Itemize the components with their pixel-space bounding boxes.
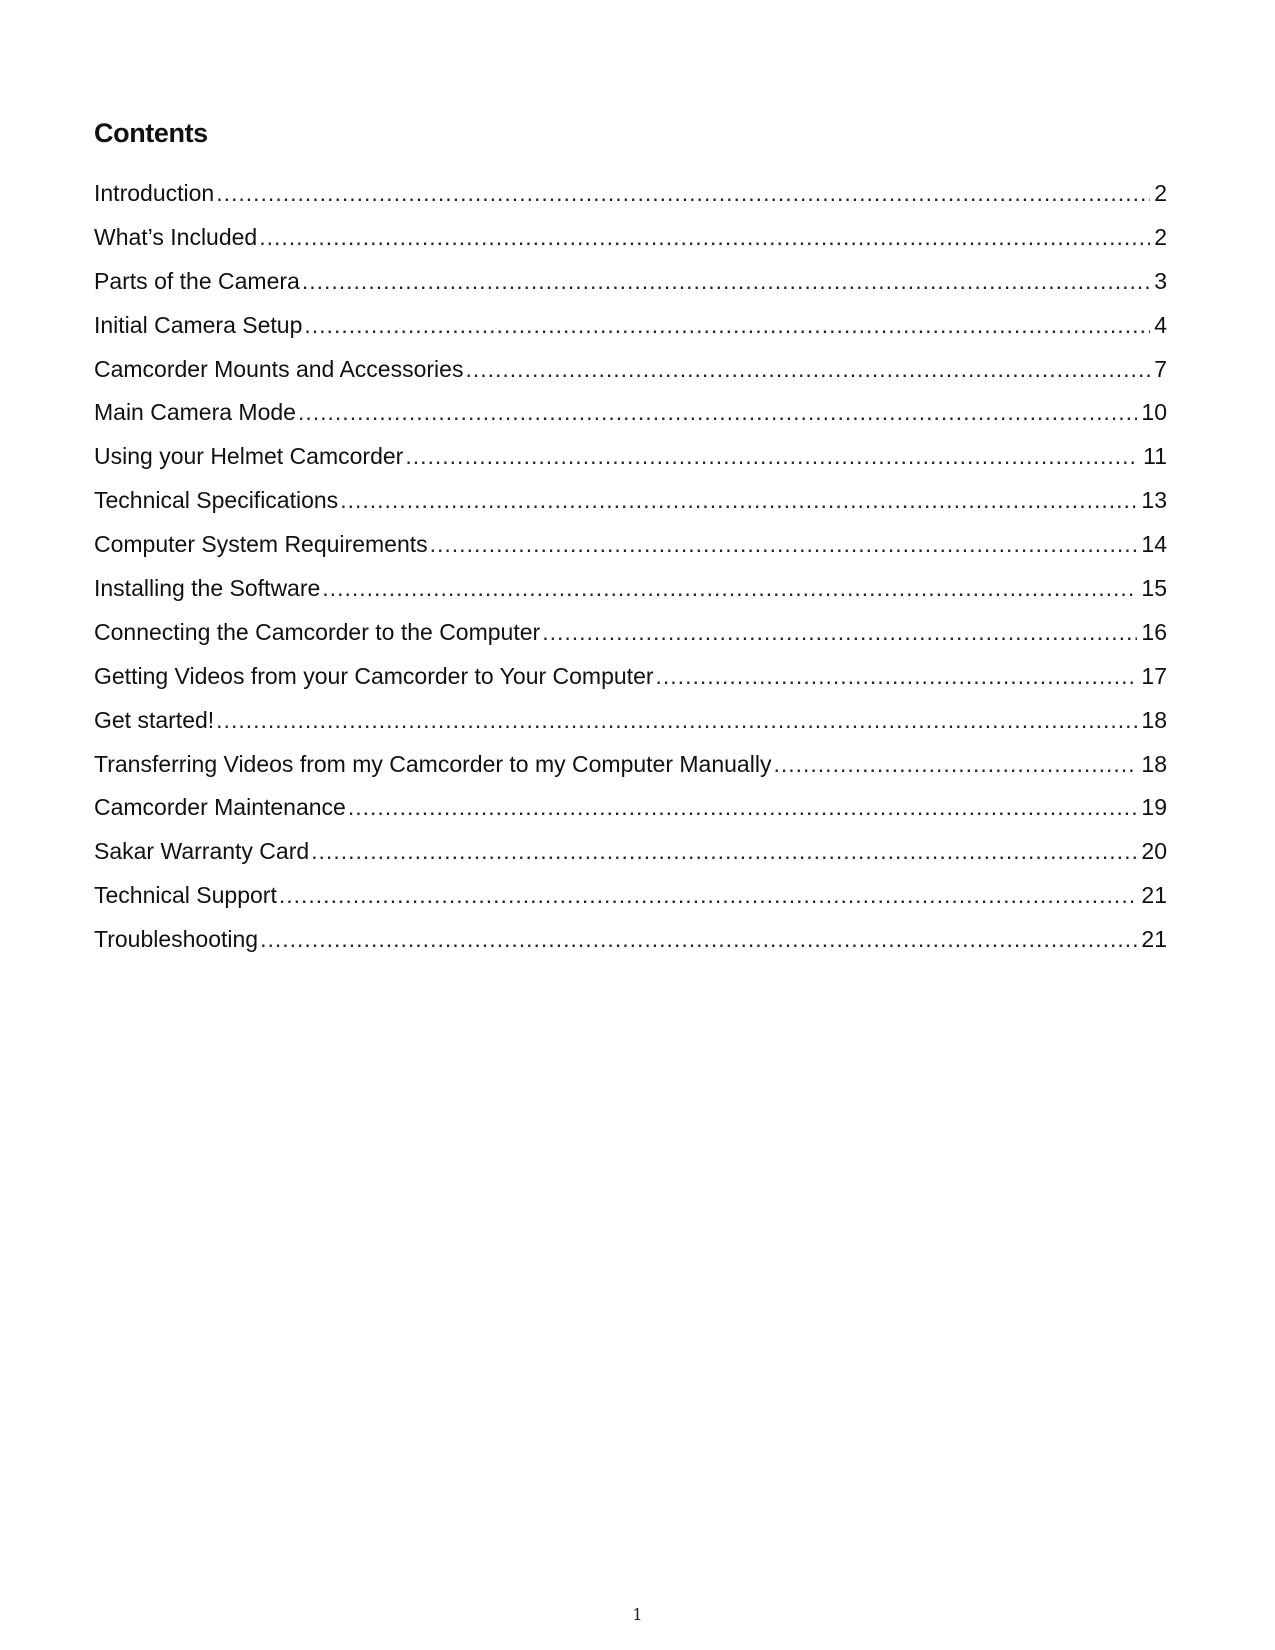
toc-entry-title: Getting Videos from your Camcorder to Your Computer (94, 662, 654, 689)
toc-entry-page: 2 (1154, 223, 1167, 250)
toc-entry-page: 19 (1141, 794, 1167, 821)
toc-entry-page: 18 (1141, 706, 1167, 733)
toc-entry-title: Technical Support (94, 882, 277, 909)
toc-dot-leader (430, 529, 1138, 559)
toc-dot-leader (279, 880, 1138, 910)
toc-entry-whats-included[interactable] (94, 222, 1167, 266)
toc-entry-title: Sakar Warranty Card (94, 838, 310, 865)
toc-entry-parts-of-camera[interactable] (94, 266, 1167, 310)
toc-dot-leader (405, 441, 1139, 471)
toc-entry-transferring-videos[interactable] (94, 749, 1167, 793)
toc-entry-page: 18 (1141, 750, 1167, 777)
toc-entry-page: 3 (1154, 267, 1167, 294)
toc-entry-mounts-accessories[interactable] (94, 354, 1167, 398)
toc-entry-title: Troubleshooting (94, 926, 259, 953)
toc-entry-page: 7 (1154, 355, 1167, 382)
toc-dot-leader (311, 836, 1137, 866)
toc-entry-system-requirements[interactable] (94, 529, 1167, 573)
page-number: 1 (632, 1605, 643, 1624)
toc-dot-leader (322, 573, 1137, 603)
toc-dot-leader (340, 485, 1137, 515)
toc-dot-leader (348, 792, 1138, 822)
toc-entry-installing-software[interactable] (94, 573, 1167, 617)
toc-entry-title: Introduction (94, 180, 215, 206)
toc-dot-leader (216, 705, 1137, 735)
toc-entry-page: 16 (1141, 618, 1167, 645)
toc-entry-page: 20 (1141, 838, 1167, 865)
toc-entry-title: Camcorder Mounts and Accessories (94, 355, 464, 382)
toc-dot-leader (302, 266, 1150, 296)
toc-entry-main-camera-mode[interactable] (94, 397, 1167, 441)
toc-entry-page: 2 (1154, 180, 1167, 206)
toc-entry-page: 4 (1154, 311, 1167, 338)
toc-dot-leader (298, 397, 1137, 427)
toc-entry-title: Get started! (94, 706, 215, 733)
toc-entry-page: 15 (1141, 575, 1167, 602)
toc-entry-get-started[interactable] (94, 705, 1167, 749)
toc-entry-introduction[interactable] (94, 178, 1167, 222)
toc-entry-page: 11 (1143, 443, 1167, 470)
toc-entry-title: Technical Specifications (94, 487, 339, 514)
toc-dot-leader (304, 310, 1150, 340)
toc-entry-title: Installing the Software (94, 575, 321, 602)
toc-entry-initial-camera-setup[interactable] (94, 310, 1167, 354)
toc-dot-leader (259, 222, 1150, 252)
toc-entry-warranty-card[interactable] (94, 836, 1167, 880)
toc-entry-title: Connecting the Camcorder to the Computer (94, 618, 541, 645)
toc-entry-page: 21 (1141, 882, 1167, 909)
toc-dot-leader (260, 924, 1137, 954)
toc-entry-technical-support[interactable] (94, 880, 1167, 924)
toc-dot-leader (465, 354, 1150, 384)
toc-entry-connecting-camcorder[interactable] (94, 617, 1167, 661)
toc-entry-title: Main Camera Mode (94, 399, 296, 426)
toc-entry-technical-specifications[interactable] (94, 485, 1167, 529)
toc-entry-title: Computer System Requirements (94, 531, 428, 558)
toc-entry-page: 21 (1141, 926, 1167, 953)
toc-entry-camcorder-maintenance[interactable] (94, 792, 1167, 836)
toc-dot-leader (216, 178, 1150, 208)
toc-entry-title: Initial Camera Setup (94, 311, 303, 338)
toc-entry-title: Parts of the Camera (94, 267, 300, 294)
toc-entry-title: Camcorder Maintenance (94, 794, 346, 821)
toc-entry-troubleshooting[interactable] (94, 924, 1167, 968)
toc-entry-using-helmet-camcorder[interactable] (94, 441, 1167, 485)
toc-dot-leader (773, 749, 1137, 779)
toc-entry-title: What’s Included (94, 223, 258, 250)
toc-entry-page: 17 (1141, 662, 1167, 689)
toc-entry-title: Using your Helmet Camcorder (94, 443, 404, 470)
toc-entry-title: Transferring Videos from my Camcorder to my Computer Manually (94, 750, 772, 777)
toc-entry-page: 10 (1141, 399, 1167, 426)
toc-entry-getting-videos[interactable] (94, 661, 1167, 705)
contents-heading: Contents (94, 118, 208, 148)
toc-entry-page: 14 (1141, 531, 1167, 558)
toc-dot-leader (542, 617, 1137, 647)
toc-dot-leader (656, 661, 1138, 691)
toc-entry-page: 13 (1141, 487, 1167, 514)
table-of-contents (94, 178, 1167, 968)
